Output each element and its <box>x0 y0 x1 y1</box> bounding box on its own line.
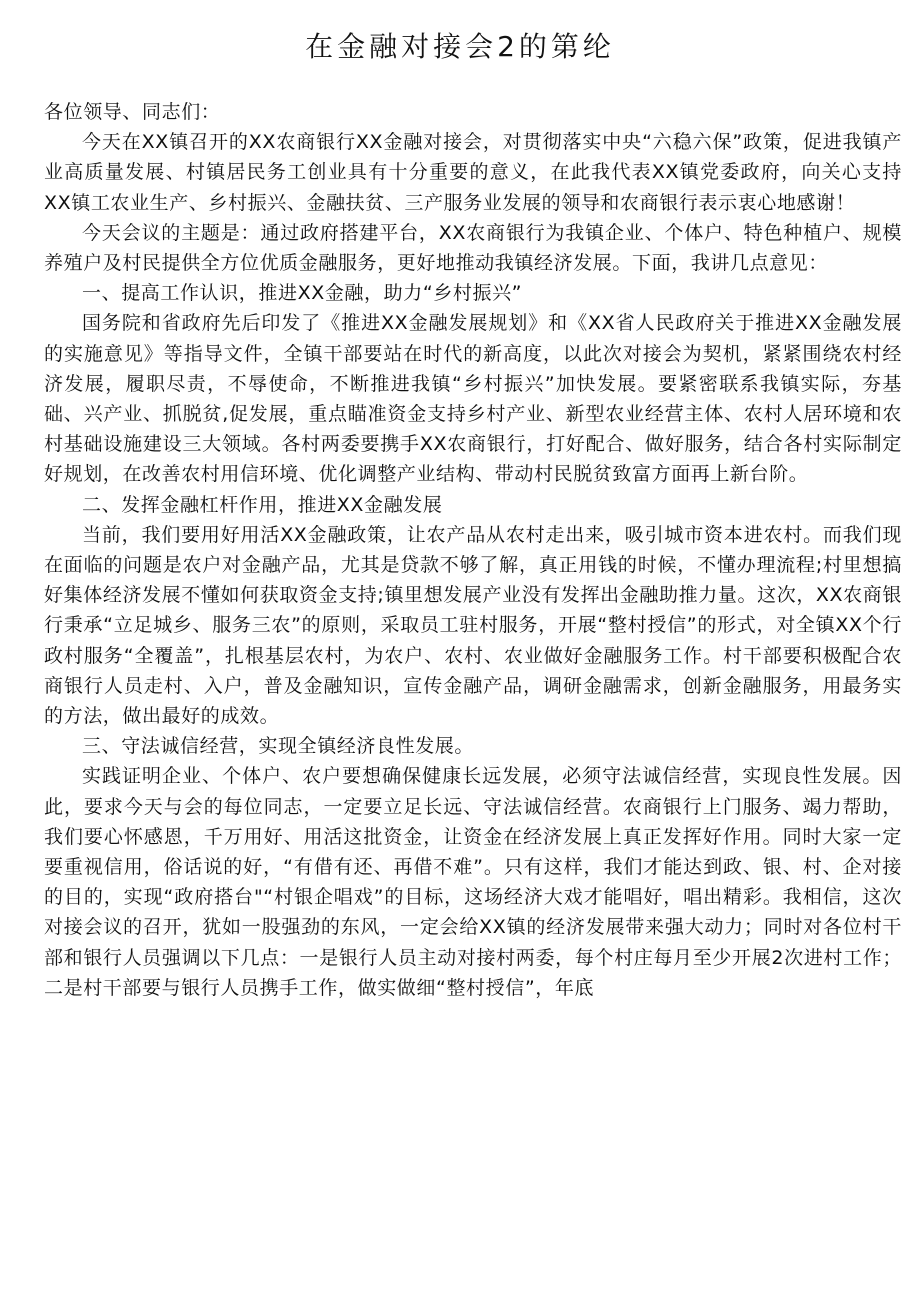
paragraph-section-1: 国务院和省政府先后印发了《推进XX金融发展规划》和《XX省人民政府关于推进XX金融发展的实施意见》等指导文件，全镇干部要站在时代的新高度，以此次对接会为契机，紧紧围绕农村经济发展，履职尽责，不辱使命，不断推进我镇“乡村振兴”加快发展。要紧密联系我镇实际，夯基础、兴产业、抓脱贫,促发展，重点瞄准资金支持乡村产业、新型农业经营主体、农村人居环境和农村基础设施建设三大领域。各村两委要携手XX农商银行，打好配合、做好服务，结合各村实际制定好规划，在改善农村用信环境、优化调整产业结构、带动村民脱贫致富方面再上新台阶。 <box>44 312 902 486</box>
document-title: 在金融对接会2的第纶 <box>305 30 615 63</box>
document-body <box>44 97 902 1003</box>
section-heading-2: 二、发挥金融杠杆作用，推进XX金融发展 <box>82 493 443 516</box>
section-heading-3: 三、守法诚信经营，实现全镇经济良性发展。 <box>82 735 475 758</box>
paragraph-opening: 今天在XX镇召开的XX农商银行XX金融对接会，对贯彻落实中央“六稳六保”政策，促进我镇产业高质量发展、村镇居民务工创业具有十分重要的意义，在此我代表XX镇党委政府，向关心支持XX镇工农业生产、乡村振兴、金融扶贫、三产服务业发展的领导和农商银行表示衷心地感谢！ <box>44 131 902 214</box>
paragraph-section-3: 实践证明企业、个体户、农户要想确保健康长远发展，必须守法诚信经营，实现良性发展。因此，要求今天与会的每位同志，一定要立足长远、守法诚信经营。农商银行上门服务、竭力帮助，我们要心怀感恩，千万用好、用活这批资金，让资金在经济发展上真正发挥好作用。同时大家一定要重视信用，俗话说的好，“有借有还、再借不难”。只有这样，我们才能达到政、银、村、企对接的目的，实现“政府搭台"“村银企唱戏”的目标，这场经济大戏才能唱好，唱出精彩。我相信，这次对接会议的召开，犹如一股强劲的东风，一定会给XX镇的经济发展带来强大动力；同时对各位村干部和银行人员强调以下几点：一是银行人员主动对接村两委，每个村庄每月至少开展2次进村工作；二是村干部要与银行人员携手工作，做实做细“整村授信”，年底 <box>44 765 902 999</box>
section-heading-1: 一、提高工作认识，推进XX金融，助力“乡村振兴” <box>82 282 523 305</box>
paragraph-meeting-theme: 今天会议的主题是：通过政府搭建平台，XX农商银行为我镇企业、个体户、特色种植户、规模养殖户及村民提供全方位优质金融服务，更好地推动我镇经济发展。下面，我讲几点意见： <box>44 221 902 275</box>
paragraph-section-2: 当前，我们要用好用活XX金融政策，让农产品从农村走出来，吸引城市资本进农村。而我们现在面临的问题是农户对金融产品，尤其是贷款不够了解，真正用钱的时候，不懂办理流程;村里想搞好集体经济发展不懂如何获取资金支持;镇里想发展产业没有发挥出金融助推力量。这次，XX农商银行秉承“立足城乡、服务三农”的原则，采取员工驻村服务，开展“整村授信”的形式，对全镇XX个行政村服务“全覆盖”，扎根基层农村，为农户、农村、农业做好金融服务工作。村干部要积极配合农商银行人员走村、入户，普及金融知识，宣传金融产品，调研金融需求，创新金融服务，用最务实的方法，做出最好的成效。 <box>44 523 902 728</box>
greeting-line: 各位领导、同志们： <box>44 101 221 123</box>
